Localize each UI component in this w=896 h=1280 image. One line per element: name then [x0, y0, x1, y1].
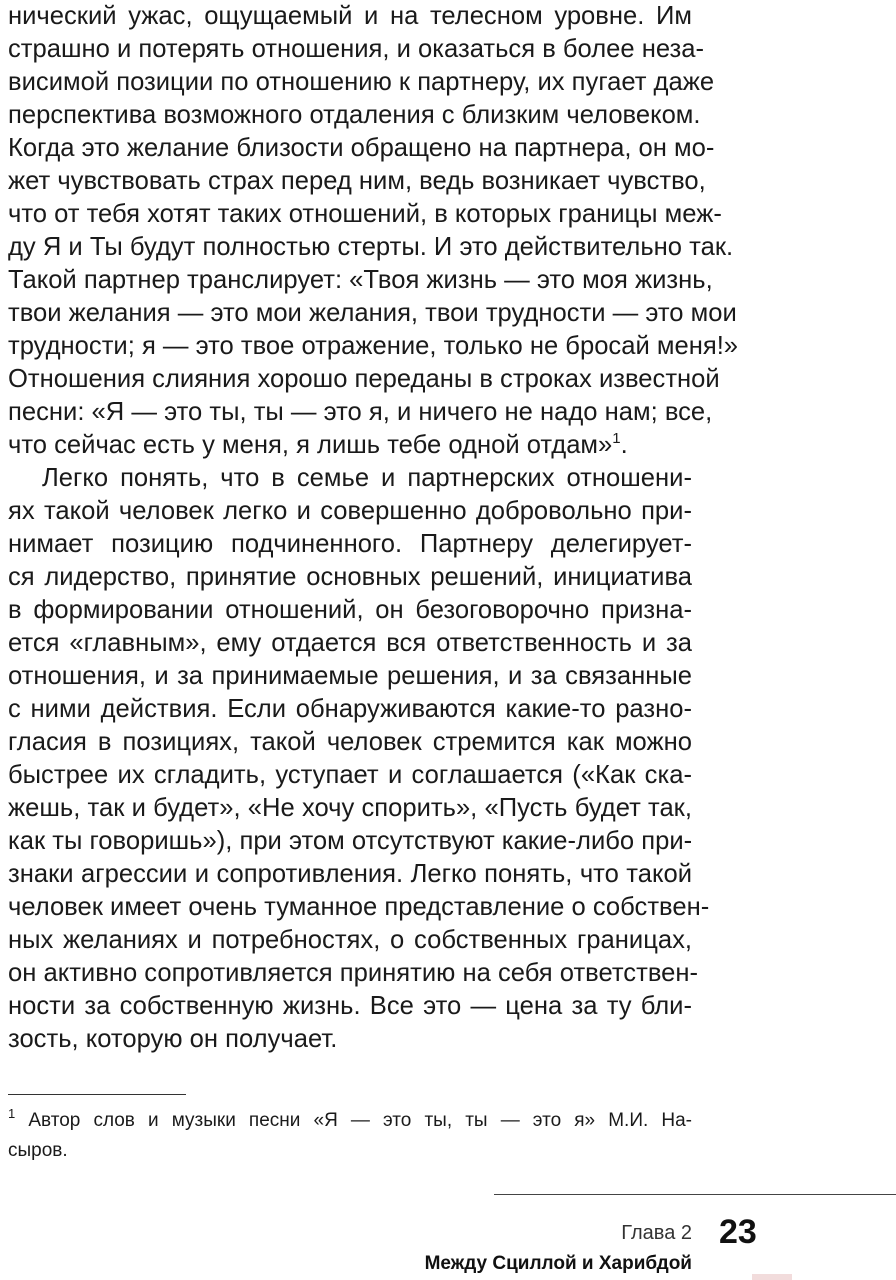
text-line: отношения, и за принимаемые решения, и за связанные — [8, 662, 692, 690]
text-line: зость, которую он получает. — [8, 1025, 338, 1053]
text-line: ных желаниях и потребностях, о собственных границах, — [8, 926, 692, 954]
chapter-label: Глава 2 — [621, 1222, 692, 1244]
text-line: в формировании отношений, он безоговорочно призна- — [8, 596, 692, 624]
text-line: Когда это желание близости обращено на партнера, он мо- — [8, 134, 715, 162]
text-line-content: что сейчас есть у меня, я лишь тебе одной отдам» — [8, 431, 613, 459]
footnote-marker: 1 — [8, 1106, 16, 1121]
footnote-reference[interactable]: 1 — [612, 430, 621, 447]
text-line: человек имеет очень туманное представление о собствен- — [8, 893, 710, 921]
text-line: он активно сопротивляется принятию на себя ответствен- — [8, 959, 699, 987]
text-line: как ты говоришь»), при этом отсутствуют какие-либо при- — [8, 827, 693, 855]
footnote-line — [8, 1106, 692, 1136]
text-line: что от тебя хотят таких отношений, в которых границы меж- — [8, 200, 722, 228]
text-line: ется «главным», ему отдается вся ответственность и за — [8, 629, 692, 657]
text-line: быстрее их сгладить, уступает и соглашается («Как ска- — [8, 761, 692, 789]
text-line: нический ужас, ощущаемый и на телесном уровне. Им — [8, 2, 692, 30]
text-line: нимает позицию подчиненного. Партнеру делегирует- — [8, 530, 692, 558]
text-line: ся лидерство, принятие основных решений, инициатива — [8, 563, 692, 591]
text-line: ности за собственную жизнь. Все это — цена за ту бли- — [8, 992, 692, 1020]
sentence-period: . — [620, 431, 628, 459]
footnote-text: Автор слов и музыки песни «Я — это ты, ты — это я» М.И. На- — [28, 1110, 692, 1131]
footnote — [8, 1106, 692, 1166]
page-number: 23 — [719, 1213, 757, 1251]
text-line: висимой позиции по отношению к партнеру, их пугает даже — [8, 68, 715, 96]
text-line: Отношения слияния хорошо переданы в строках известной — [8, 365, 720, 393]
text-line: твои желания — это мои желания, твои трудности — это мои — [8, 299, 737, 327]
text-line: с ними действия. Если обнаруживаются какие-то разно- — [8, 695, 692, 723]
text-line: жешь, так и будет», «Не хочу спорить», «Пусть будет так, — [8, 794, 692, 822]
text-line: страшно и потерять отношения, и оказаться в более неза- — [8, 35, 705, 63]
text-line: жет чувствовать страх перед ним, ведь возникает чувство, — [8, 167, 706, 195]
page-edge-mark — [752, 1274, 792, 1280]
text-line: трудности; я — это твое отражение, только не бросай меня!» — [8, 332, 739, 360]
main-text — [8, 0, 739, 1056]
text-line: ях такой человек легко и совершенно добровольно при- — [8, 497, 692, 525]
text-line: Легко понять, что в семье и партнерских отношени- — [42, 464, 692, 492]
footer-divider — [494, 1194, 896, 1195]
footnote-line: сыров. — [8, 1140, 68, 1161]
running-title: Между Сциллой и Харибдой — [424, 1253, 692, 1274]
text-line: гласия в позициях, такой человек стремится как можно — [8, 728, 692, 756]
text-line — [8, 429, 692, 462]
text-line: знаки агрессии и сопротивления. Легко понять, что такой — [8, 860, 692, 888]
text-line: перспектива возможного отдаления с близким человеком. — [8, 101, 701, 129]
footnote-divider — [8, 1094, 186, 1095]
text-line: ду Я и Ты будут полностью стерты. И это действительно так. — [8, 233, 734, 261]
text-line: песни: «Я — это ты, ты — это я, и ничего не надо нам; все, — [8, 398, 713, 426]
text-line: Такой партнер транслирует: «Твоя жизнь — это моя жизнь, — [8, 266, 713, 294]
